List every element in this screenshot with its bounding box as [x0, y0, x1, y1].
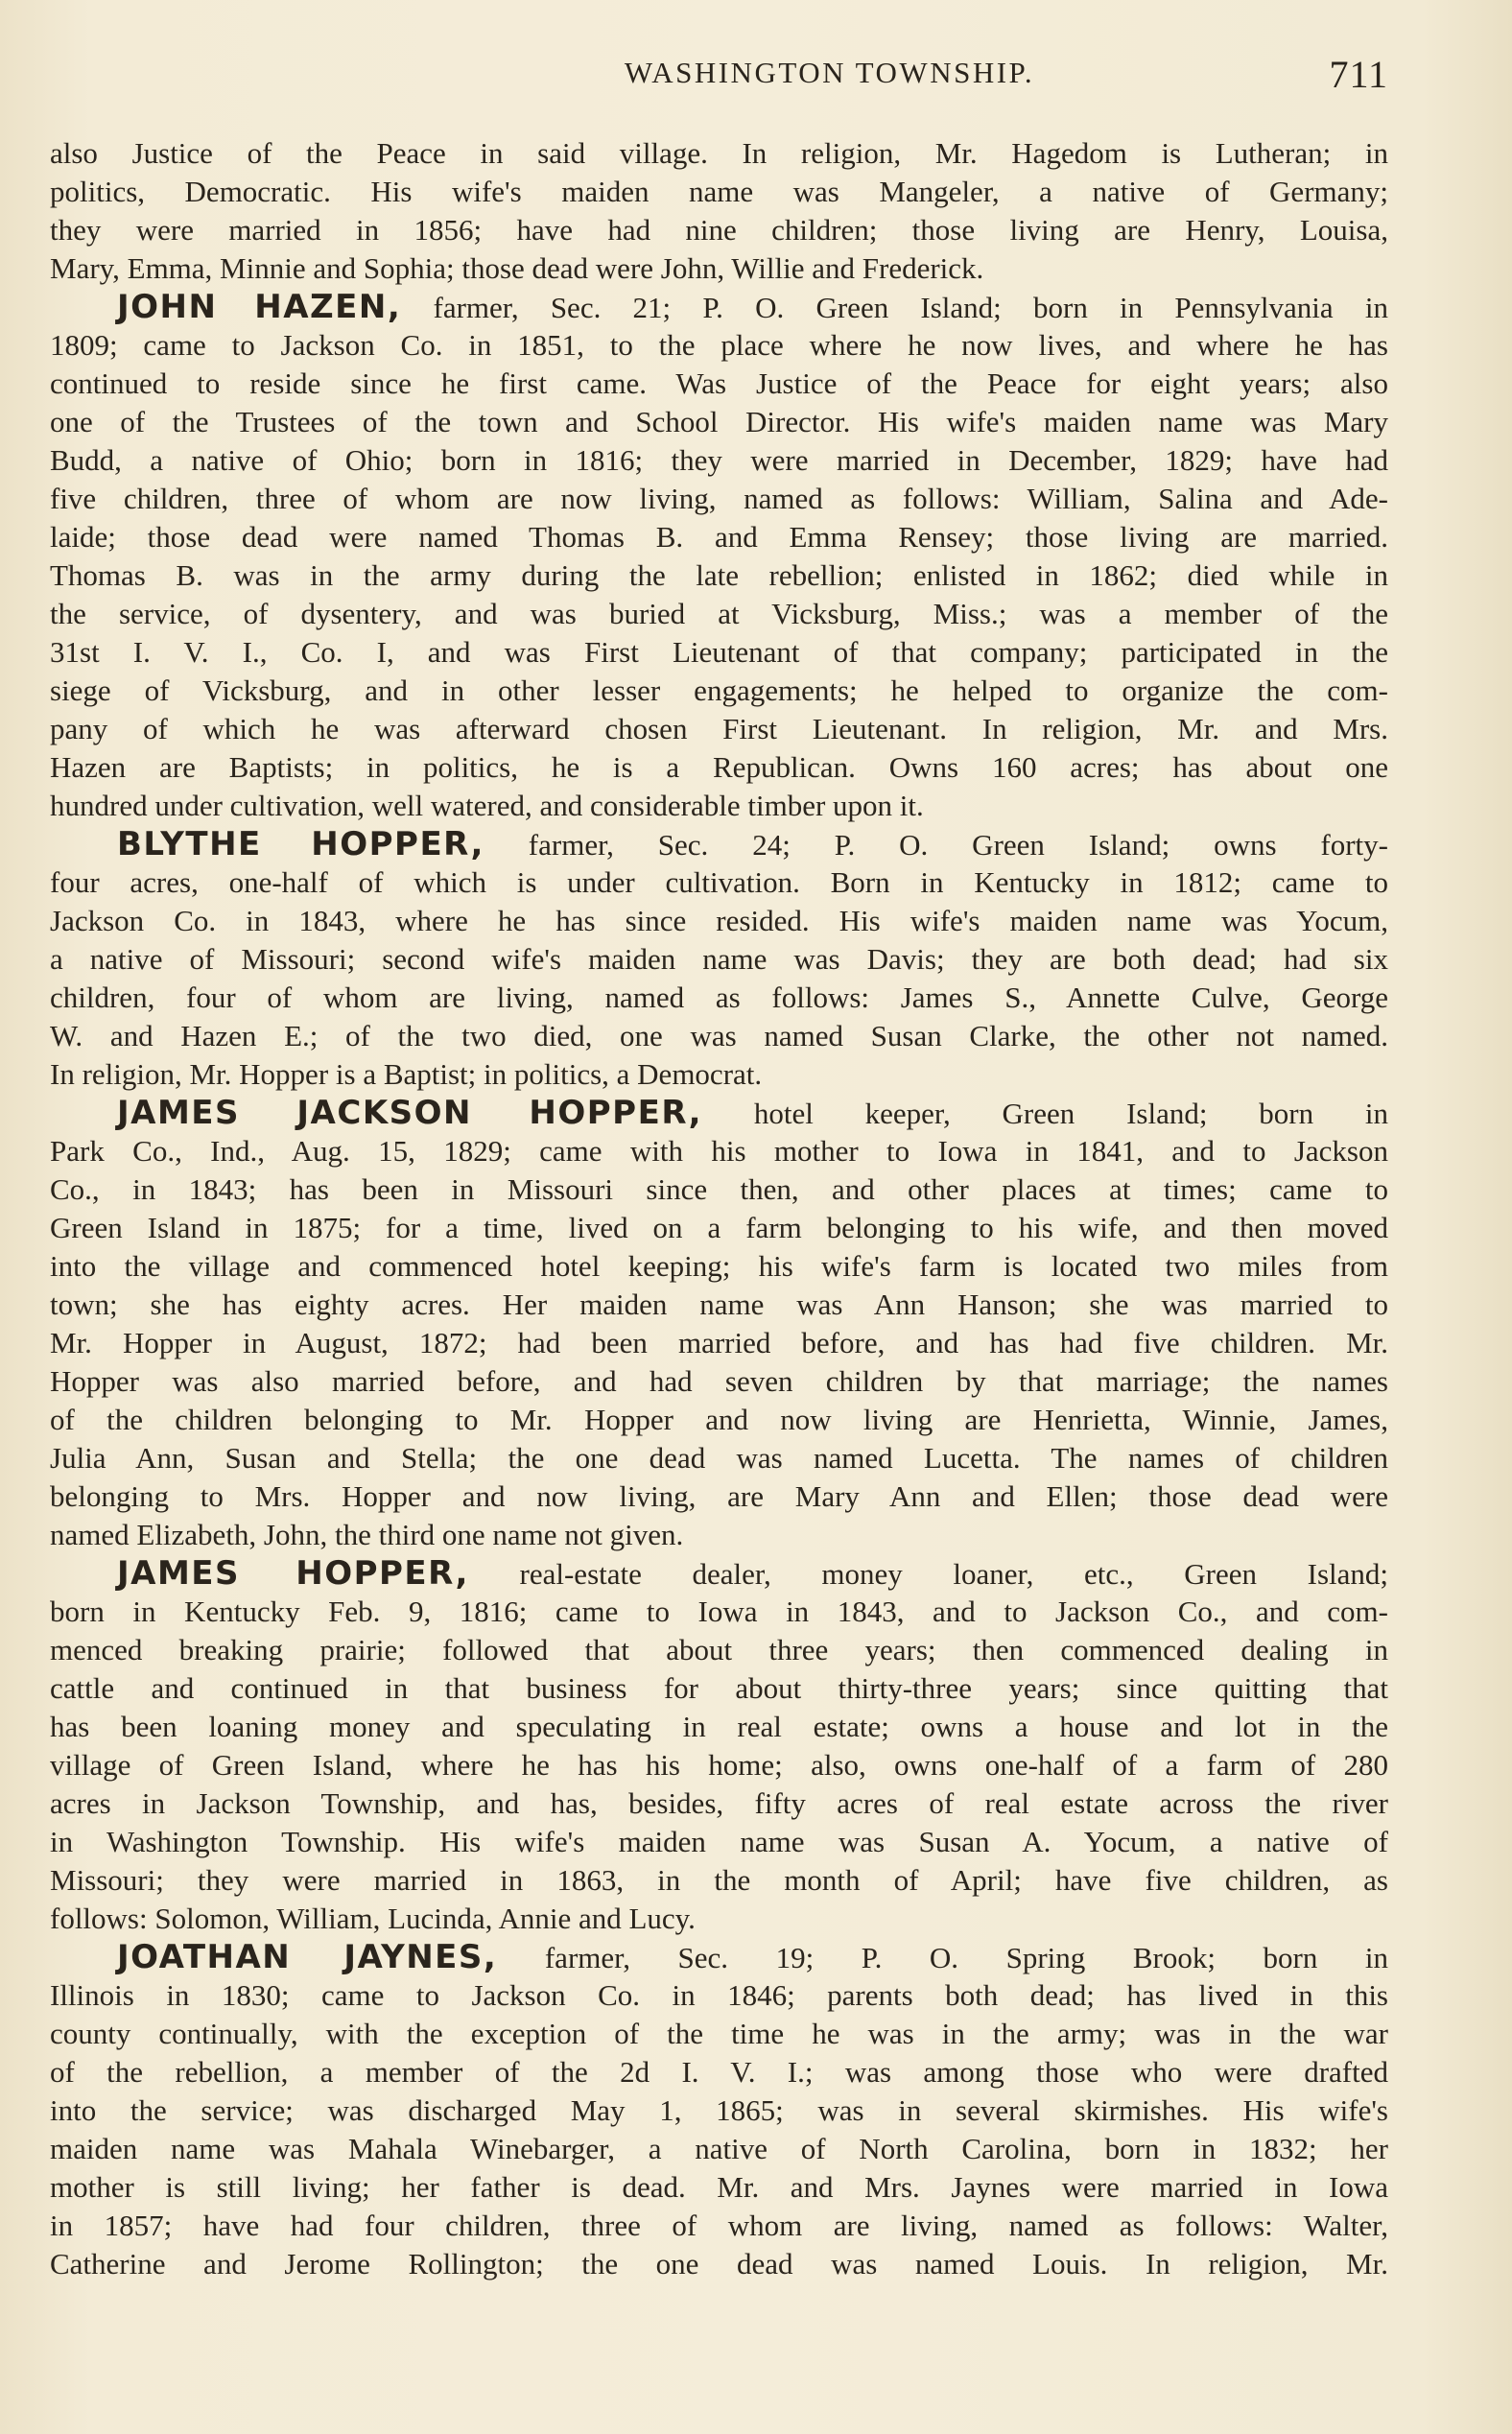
line-text: five children, three of whom are now living, named as follows: William, Salina and Ade- — [50, 482, 1388, 515]
line-text: Park Co., Ind., Aug. 15, 1829; came with his mother to Iowa in 1841, and to Jackson — [50, 1134, 1388, 1168]
line-text: of the rebellion, a member of the 2d I. V. I.; was among those who were drafted — [50, 2055, 1388, 2089]
text-line — [50, 173, 1388, 211]
line-text: hundred under cultivation, well watered, and considerable timber upon it. — [50, 789, 924, 822]
text-line — [50, 902, 1388, 940]
text-line — [50, 403, 1388, 441]
line-text: named Elizabeth, John, the third one name not given. — [50, 1518, 684, 1551]
text-line — [50, 1247, 1388, 1286]
text-line — [50, 1861, 1388, 1900]
line-text: Illinois in 1830; came to Jackson Co. in 1846; parents both dead; has lived in this — [50, 1978, 1388, 2012]
text-line — [50, 249, 1388, 288]
line-text: Hopper was also married before, and had seven children by that marriage; the names — [50, 1364, 1388, 1398]
line-text: born in Kentucky Feb. 9, 1816; came to Iowa in 1843, and to Jackson Co., and com- — [50, 1595, 1388, 1628]
line-text: county continually, with the exception of the time he was in the army; was in the war — [50, 2017, 1388, 2050]
entry-name: BLYTHE HOPPER, — [117, 825, 484, 863]
text-line — [50, 1784, 1388, 1823]
line-text: W. and Hazen E.; of the two died, one was named Susan Clarke, the other not named. — [50, 1019, 1388, 1052]
text-line — [50, 2091, 1388, 2130]
line-text: Hazen are Baptists; in politics, he is a Republican. Owns 160 acres; has about one — [50, 750, 1388, 784]
line-text: 31st I. V. I., Co. I, and was First Lieutenant of that company; participated in the — [50, 635, 1388, 669]
line-text: a native of Missouri; second wife's maiden name was Davis; they are both dead; had six — [50, 942, 1388, 976]
text-line — [50, 748, 1388, 787]
text-line — [50, 710, 1388, 748]
entry-first-line — [50, 1554, 1388, 1593]
text-line — [50, 1669, 1388, 1708]
text-line — [50, 2053, 1388, 2091]
entry-name: JAMES JACKSON HOPPER, — [117, 1094, 703, 1132]
text-line — [50, 1017, 1388, 1055]
line-text: Jackson Co. in 1843, where he has since resided. His wife's maiden name was Yocum, — [50, 904, 1388, 937]
line-text: Catherine and Jerome Rollington; the one dead was named Louis. In religion, Mr. — [50, 2247, 1388, 2280]
line-text: Green Island in 1875; for a time, lived on a farm belonging to his wife, and then moved — [50, 1211, 1388, 1244]
text-line — [50, 1976, 1388, 2015]
line-text: mother is still living; her father is dead. Mr. and Mrs. Jaynes were married in Iowa — [50, 2170, 1388, 2204]
line-text: Thomas B. was in the army during the late rebellion; enlisted in 1862; died while in — [50, 558, 1388, 592]
running-header — [50, 53, 1388, 113]
entry-name: JOATHAN JAYNES, — [117, 1938, 498, 1976]
line-text: pany of which he was afterward chosen First Lieutenant. In religion, Mr. and Mrs. — [50, 712, 1388, 745]
text-line — [50, 2245, 1388, 2283]
line-text: also Justice of the Peace in said village. In religion, Mr. Hagedom is Lutheran; in — [50, 136, 1388, 170]
line-text: Budd, a native of Ohio; born in 1816; they were married in December, 1829; have had — [50, 443, 1388, 477]
line-text: children, four of whom are living, named as follows: James S., Annette Culve, George — [50, 981, 1388, 1014]
text-line — [50, 1439, 1388, 1477]
line-text: siege of Vicksburg, and in other lesser engagements; he helped to organize the com- — [50, 673, 1388, 707]
line-text: Missouri; they were married in 1863, in the month of April; have five children, as — [50, 1863, 1388, 1897]
line-text: four acres, one-half of which is under cultivation. Born in Kentucky in 1812; came to — [50, 865, 1388, 899]
entry-name: JOHN HAZEN, — [117, 288, 402, 326]
text-line — [50, 940, 1388, 979]
text-line — [50, 1631, 1388, 1669]
line-text: 1809; came to Jackson Co. in 1851, to the place where he now lives, and where he has — [50, 328, 1388, 362]
line-text: village of Green Island, where he has his home; also, owns one-half of a farm of 280 — [50, 1748, 1388, 1782]
line-text: In religion, Mr. Hopper is a Baptist; in politics, a Democrat. — [50, 1057, 763, 1091]
text-line — [50, 595, 1388, 633]
text-line — [50, 1286, 1388, 1324]
text-line — [50, 1746, 1388, 1784]
text-line — [50, 480, 1388, 518]
text-line — [50, 211, 1388, 249]
line-text: farmer, Sec. 19; P. O. Spring Brook; born in — [497, 1941, 1388, 1974]
line-text: has been loaning money and speculating in real estate; owns a house and lot in the — [50, 1710, 1388, 1743]
text-line — [50, 2015, 1388, 2053]
text-line — [50, 1324, 1388, 1362]
text-line — [50, 441, 1388, 480]
line-text: into the village and commenced hotel keeping; his wife's farm is located two miles from — [50, 1249, 1388, 1283]
running-title: WASHINGTON TOWNSHIP. — [624, 56, 1035, 89]
text-line — [50, 1132, 1388, 1170]
line-text: Co., in 1843; has been in Missouri since then, and other places at times; came to — [50, 1172, 1388, 1206]
line-text: Mr. Hopper in August, 1872; had been married before, and has had five children. Mr. — [50, 1326, 1388, 1359]
text-line — [50, 1593, 1388, 1631]
text-line — [50, 1477, 1388, 1516]
text-line — [50, 1516, 1388, 1554]
text-line — [50, 979, 1388, 1017]
line-text: cattle and continued in that business for about thirty-three years; since quitting that — [50, 1671, 1388, 1705]
page-number: 711 — [1329, 53, 1388, 96]
text-line — [50, 556, 1388, 595]
line-text: real-estate dealer, money loaner, etc., Green Island; — [468, 1557, 1388, 1591]
text-line — [50, 134, 1388, 173]
biography-text — [50, 134, 1388, 2283]
line-text: politics, Democratic. His wife's maiden name was Mangeler, a native of Germany; — [50, 175, 1388, 208]
text-line — [50, 1170, 1388, 1209]
line-text: they were married in 1856; have had nine children; those living are Henry, Louisa, — [50, 213, 1388, 247]
text-line — [50, 863, 1388, 902]
text-line — [50, 365, 1388, 403]
line-text: into the service; was discharged May 1, 1865; was in several skirmishes. His wife's — [50, 2093, 1388, 2127]
line-text: laide; those dead were named Thomas B. and Emma Rensey; those living are married. — [50, 520, 1388, 554]
text-line — [50, 2207, 1388, 2245]
line-text: one of the Trustees of the town and School Director. His wife's maiden name was Mary — [50, 405, 1388, 438]
text-line — [50, 1708, 1388, 1746]
line-text: maiden name was Mahala Winebarger, a native of North Carolina, born in 1832; her — [50, 2132, 1388, 2165]
line-text: town; she has eighty acres. Her maiden name was Ann Hanson; she was married to — [50, 1288, 1388, 1321]
line-text: farmer, Sec. 21; P. O. Green Island; born in Pennsylvania in — [401, 291, 1388, 324]
line-text: Julia Ann, Susan and Stella; the one dead was named Lucetta. The names of children — [50, 1441, 1388, 1475]
text-line — [50, 1823, 1388, 1861]
line-text: acres in Jackson Township, and has, besides, fifty acres of real estate across the river — [50, 1786, 1388, 1820]
line-text: follows: Solomon, William, Lucinda, Annie and Lucy. — [50, 1902, 696, 1935]
text-line — [50, 1900, 1388, 1938]
entry-first-line — [50, 825, 1388, 863]
text-line — [50, 2168, 1388, 2207]
line-text: in Washington Township. His wife's maiden name was Susan A. Yocum, a native of — [50, 1825, 1388, 1858]
text-line — [50, 326, 1388, 365]
text-line — [50, 672, 1388, 710]
entry-first-line — [50, 1094, 1388, 1132]
line-text: the service, of dysentery, and was buried at Vicksburg, Miss.; was a member of the — [50, 597, 1388, 630]
line-text: menced breaking prairie; followed that about three years; then commenced dealing in — [50, 1633, 1388, 1666]
line-text: Mary, Emma, Minnie and Sophia; those dead were John, Willie and Frederick. — [50, 251, 984, 285]
line-text: continued to reside since he first came. Was Justice of the Peace for eight years; also — [50, 366, 1388, 400]
text-line — [50, 1209, 1388, 1247]
text-line — [50, 633, 1388, 672]
entry-first-line — [50, 288, 1388, 326]
line-text: farmer, Sec. 24; P. O. Green Island; owns forty- — [484, 828, 1388, 862]
text-line — [50, 1362, 1388, 1401]
text-line — [50, 1055, 1388, 1094]
text-line — [50, 1401, 1388, 1439]
line-text: of the children belonging to Mr. Hopper and now living are Henrietta, Winnie, James, — [50, 1403, 1388, 1436]
entry-first-line — [50, 1938, 1388, 1976]
line-text: in 1857; have had four children, three of whom are living, named as follows: Walter, — [50, 2209, 1388, 2242]
text-line — [50, 787, 1388, 825]
line-text: belonging to Mrs. Hopper and now living, are Mary Ann and Ellen; those dead were — [50, 1479, 1388, 1513]
entry-name: JAMES HOPPER, — [117, 1554, 469, 1593]
text-line — [50, 518, 1388, 556]
text-line — [50, 2130, 1388, 2168]
line-text: hotel keeper, Green Island; born in — [702, 1097, 1388, 1130]
